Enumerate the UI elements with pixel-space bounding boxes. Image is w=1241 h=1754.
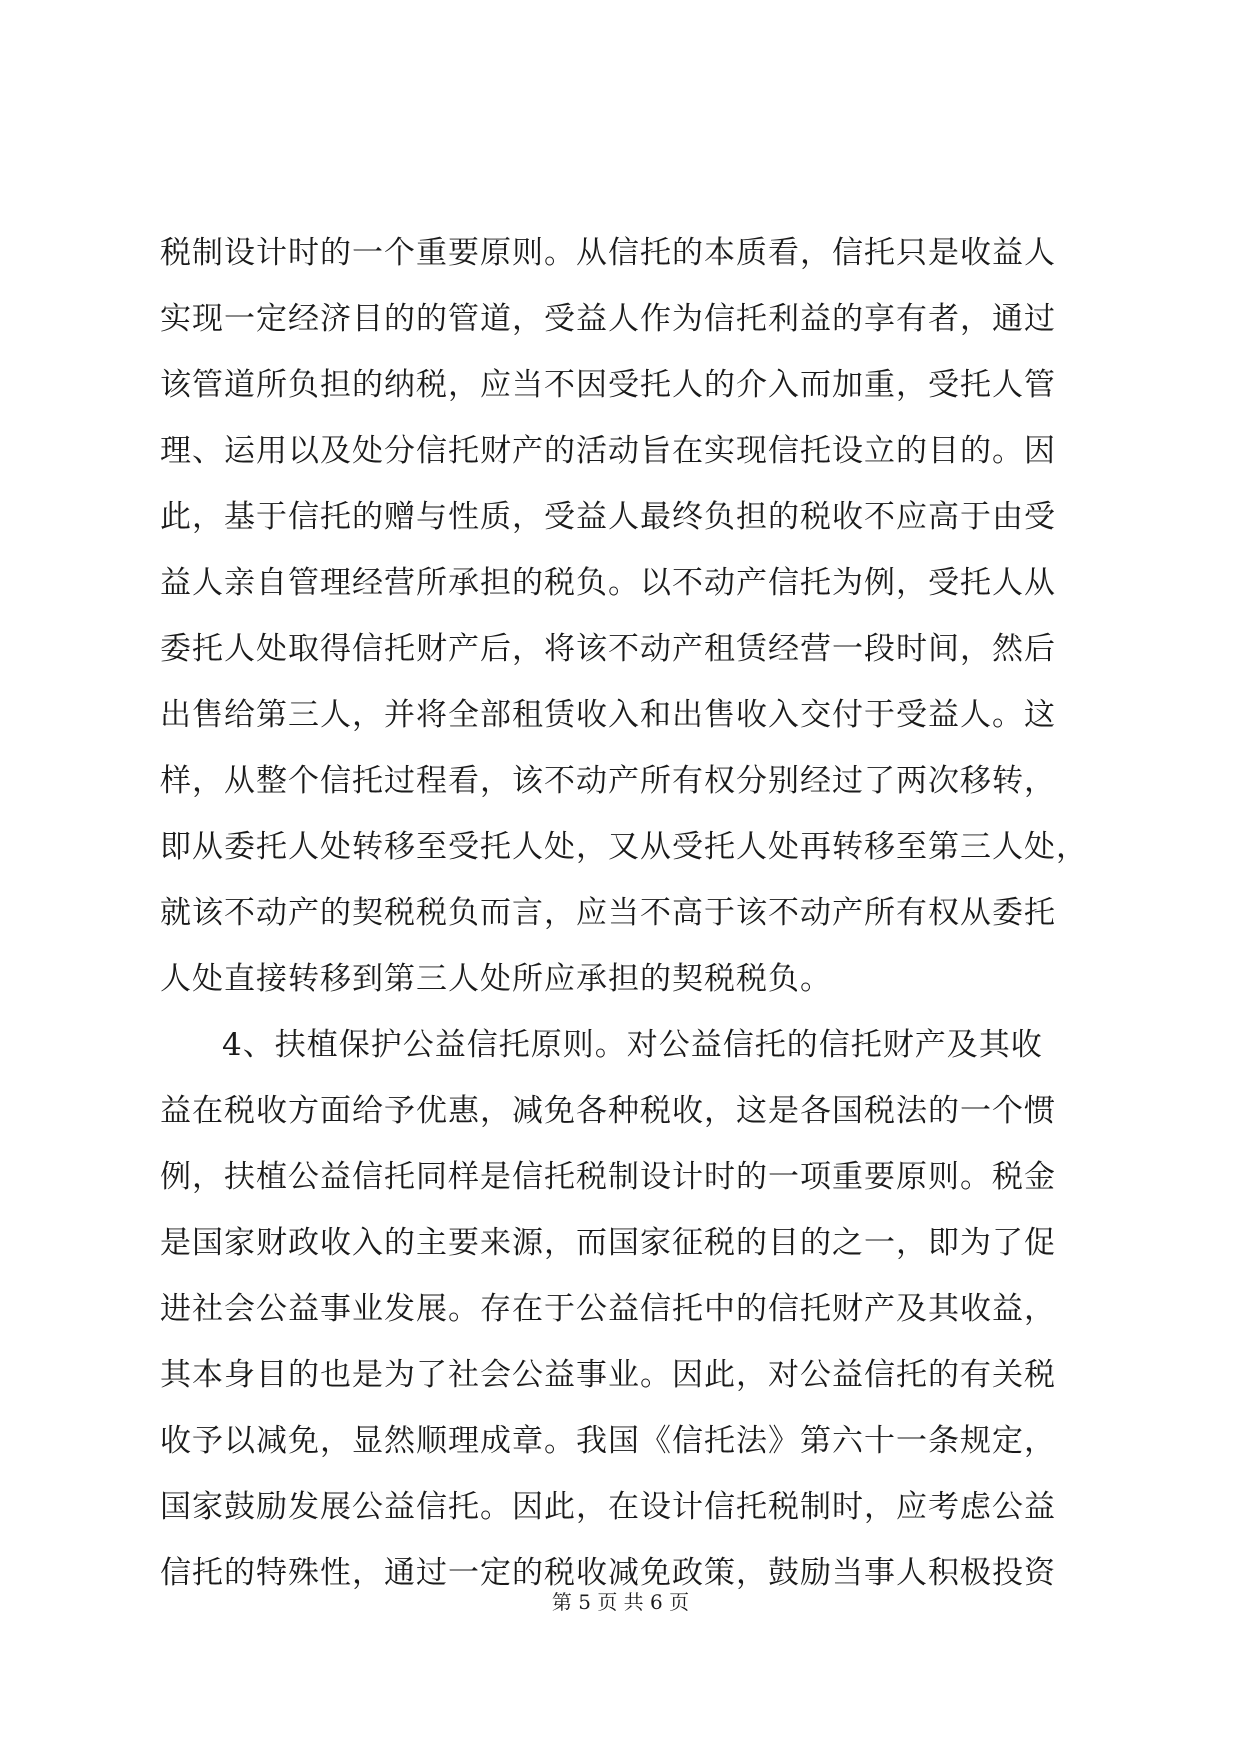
text-line: 税制设计时的一个重要原则。从信托的本质看，信托只是收益人 [160,235,1056,271]
text-line: 国家鼓励发展公益信托。因此，在设计信托税制时，应考虑公益 [160,1489,1056,1525]
page-number-footer: 第 5 页 共 6 页 [551,1590,690,1614]
text-line: 出售给第三人，并将全部租赁收入和出售收入交付于受益人。这 [160,697,1056,733]
text-line: 进社会公益事业发展。存在于公益信托中的信托财产及其收益， [160,1291,1056,1327]
text-line: 样，从整个信托过程看，该不动产所有权分别经过了两次移转， [160,763,1056,799]
text-line: 理、运用以及处分信托财产的活动旨在实现信托设立的目的。因 [160,433,1056,469]
text-line: 该管道所负担的纳税，应当不因受托人的介入而加重，受托人管 [160,367,1056,403]
text-line: 益在税收方面给予优惠，减免各种税收，这是各国税法的一个惯 [160,1093,1056,1129]
text-line: 收予以减免，显然顺理成章。我国《信托法》第六十一条规定， [160,1423,1056,1459]
paragraph-start-line: 4、扶植保护公益信托原则。对公益信托的信托财产及其收 [222,1027,1043,1063]
text-line: 人处直接转移到第三人处所应承担的契税税负。 [160,961,832,997]
text-line: 就该不动产的契税税负而言，应当不高于该不动产所有权从委托 [160,895,1056,931]
text-line: 益人亲自管理经营所承担的税负。以不动产信托为例，受托人从 [160,565,1056,601]
text-line: 即从委托人处转移至受托人处，又从受托人处再转移至第三人处， [160,829,1088,865]
body-text [160,220,1100,1606]
text-line: 其本身目的也是为了社会公益事业。因此，对公益信托的有关税 [160,1357,1056,1393]
text-line: 委托人处取得信托财产后，将该不动产租赁经营一段时间，然后 [160,631,1056,667]
text-line: 实现一定经济目的的管道，受益人作为信托利益的享有者，通过 [160,301,1056,337]
text-line: 是国家财政收入的主要来源，而国家征税的目的之一，即为了促 [160,1225,1056,1261]
text-line: 信托的特殊性，通过一定的税收减免政策，鼓励当事人积极投资 [160,1555,1056,1591]
text-line: 此，基于信托的赠与性质，受益人最终负担的税收不应高于由受 [160,499,1056,535]
text-line: 例，扶植公益信托同样是信托税制设计时的一项重要原则。税金 [160,1159,1056,1195]
